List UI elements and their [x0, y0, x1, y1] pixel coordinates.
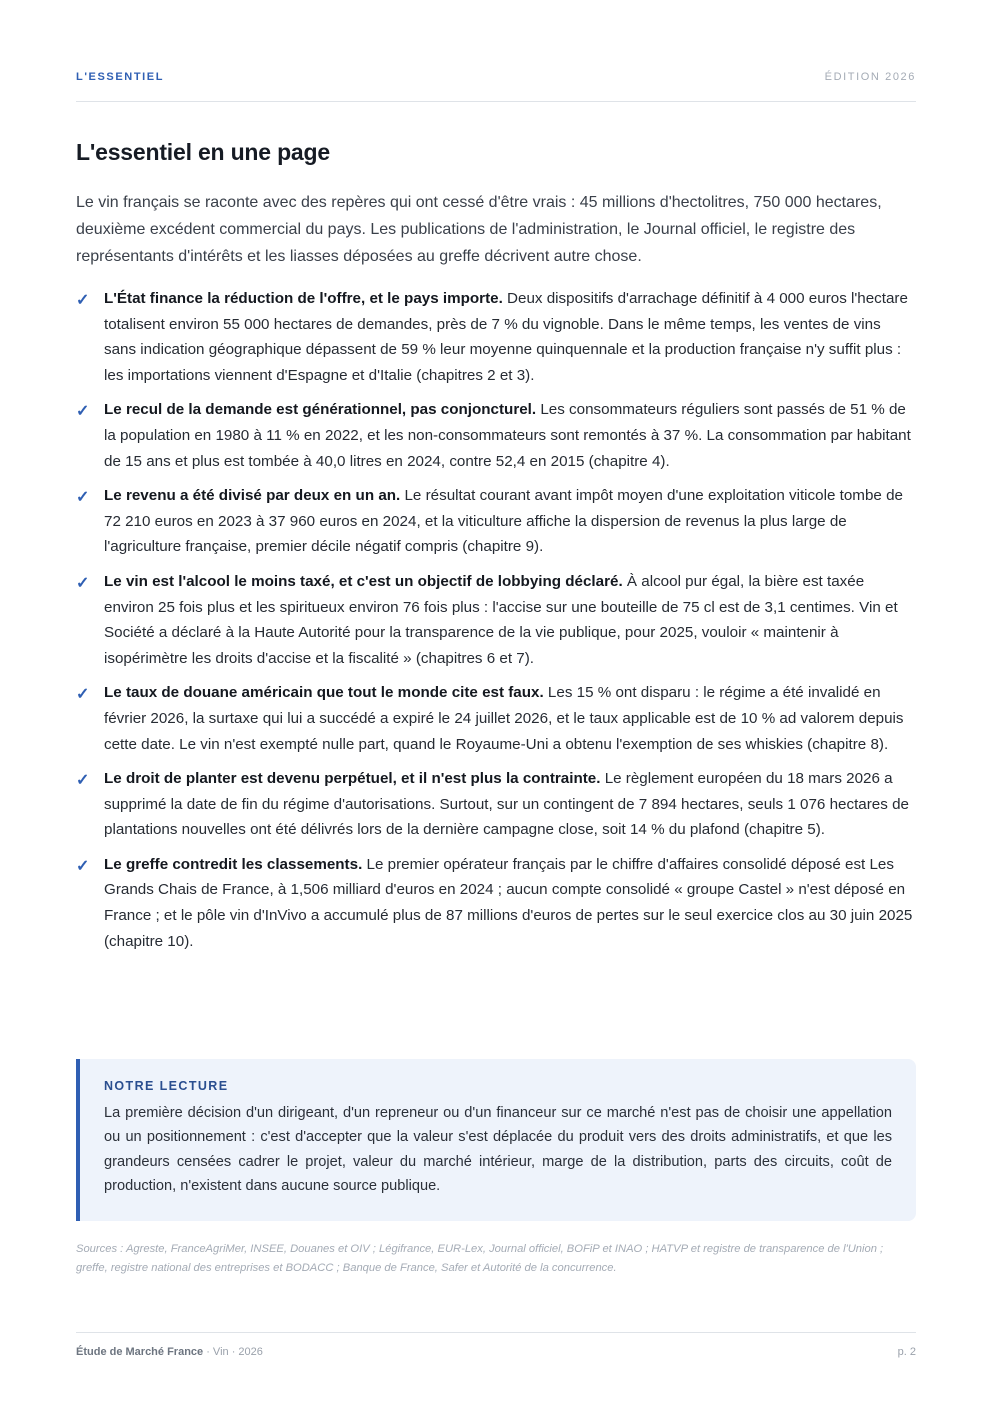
key-point	[76, 569, 916, 671]
key-point-lead: Le taux de douane américain que tout le monde cite est faux.	[104, 684, 544, 702]
check-icon: ✓	[76, 772, 90, 790]
page	[76, 0, 916, 1404]
edition-label: ÉDITION 2026	[824, 71, 916, 83]
publication-title: Étude de Marché France	[76, 1346, 204, 1358]
key-point-text: Les 15 % ont disparu : le régime a été invalidé en février 2026, la surtaxe qui lui a succédé a expiré le 24 juillet 2026, et le taux applicable est de 10 % ad valorem depuis cette date. Le vin n'est exempté nulle part, quand le Royaume-Uni a obtenu l'exemption de ses whiskies (chapitre 8).	[104, 684, 904, 753]
reading-callout	[76, 1059, 916, 1221]
key-point-lead: Le revenu a été divisé par deux en un an.	[104, 487, 401, 505]
check-icon: ✓	[76, 489, 90, 507]
key-point-text: Le résultat courant avant impôt moyen d'une exploitation viticole tombe de 72 210 euros en 2023 à 37 960 euros en 2024, et la viticulture affiche la dispersion de revenus la plus large de l'agriculture française, premier décile négatif compris (chapitre 9).	[104, 487, 903, 556]
key-point-lead: Le recul de la demande est générationnel, pas conjoncturel.	[104, 401, 537, 419]
key-point	[76, 766, 916, 843]
key-point	[76, 397, 916, 474]
key-point-lead: L'État finance la réduction de l'offre, et le pays importe.	[104, 290, 503, 307]
key-point	[76, 286, 916, 388]
footer-publication	[76, 1346, 263, 1358]
key-point-text: À alcool pur égal, la bière est taxée environ 25 fois plus et les spiritueux environ 76 fois plus : l'accise sur une bouteille de 75 cl est de 3,1 centimes. Vin et Société a déclaré à la Haute Autorité pour la transparence de la vie publique, pour 2025, vouloir « maintenir à isopérimètre les droits d'accise et la fiscalité » (chapitres 6 et 7).	[104, 572, 898, 667]
page-title: L'essentiel en une page	[76, 139, 330, 165]
running-header	[76, 71, 916, 102]
key-point	[76, 483, 916, 560]
check-icon: ✓	[76, 292, 90, 309]
key-point-text: Les consommateurs réguliers sont passés de 51 % de la population en 1980 à 11 % en 2022, et les non-consommateurs sont remontés à 37 %. La consommation par habitant de 15 ans et plus est tombée à 40,0 litres en 2024, contre 52,4 en 2015 (chapitre 4).	[104, 401, 911, 470]
key-point-text: Deux dispositifs d'arrachage définitif à 4 000 euros l'hectare totalisent environ 55 000 hectares de demandes, près de 7 % du vignoble. Dans le même temps, les ventes de vins sans indication géographique dépassent de 59 % leur moyenne quinquennale et la production française n'y suffit plus : les importations viennent d'Espagne et d'Italie (chapitres 2 et 3).	[104, 290, 908, 384]
callout-title: NOTRE LECTURE	[104, 1079, 229, 1093]
publication-meta: · Vin · 2026	[203, 1346, 263, 1358]
key-point-lead: Le vin est l'alcool le moins taxé, et c'est un objectif de lobbying déclaré.	[104, 572, 623, 590]
sources-note: Sources : Agreste, FranceAgriMer, INSEE, Douanes et OIV ; Légifrance, EUR-Lex, Journal officiel, BOFiP et INAO ; HATVP et registre de transparence de l'Union ; greffe, registre national des entreprises et BODACC ; Banque de France, Safer et Autorité de la concurrence.	[76, 1243, 884, 1275]
check-icon: ✓	[76, 574, 90, 592]
key-point-text: Le règlement européen du 18 mars 2026 a supprimé la date de fin du régime d'autorisations. Surtout, sur un contingent de 7 894 hectares, seuls 1 076 hectares de plantations nouvelles ont été délivrés lors de la dernière campagne close, soit 14 % du plafond (chapitre 5).	[104, 770, 909, 839]
section-label: L'ESSENTIEL	[76, 71, 165, 83]
callout-text: La première décision d'un dirigeant, d'un repreneur ou d'un financeur sur ce marché n'est pas de choisir une appellation ou un positionnement : c'est d'accepter que la valeur s'est déplacée du produit vers des droits administratifs, et que les grandeurs censées cadrer le projet, valeur du marché intérieur, marge de la distribution, parts des circuits, coût de production, n'existent dans aucune source publique.	[104, 1105, 892, 1195]
check-icon: ✓	[76, 686, 90, 704]
key-point-lead: Le greffe contredit les classements.	[104, 855, 363, 873]
page-number: p. 2	[897, 1346, 916, 1358]
intro-paragraph: Le vin français se raconte avec des repères qui ont cessé d'être vrais : 45 millions d'hectolitres, 750 000 hectares, deuxième excédent commercial du pays. Les publications de l'administration, le Journal officiel, le registre des représentants d'intérêts et les liasses déposées au greffe décrivent autre chose.	[76, 194, 882, 265]
key-point	[76, 852, 916, 954]
key-point	[76, 680, 916, 757]
check-icon: ✓	[76, 857, 90, 875]
key-point-lead: Le droit de planter est devenu perpétuel, et il n'est plus la contrainte.	[104, 770, 601, 788]
key-points-list	[76, 286, 916, 963]
check-icon: ✓	[76, 403, 90, 421]
key-point-text: Le premier opérateur français par le chiffre d'affaires consolidé déposé est Les Grands Chais de France, à 1,506 milliard d'euros en 2024 ; aucun compte consolidé « groupe Castel » n'est déposé en France ; et le pôle vin d'InVivo a accumulé plus de 87 millions d'euros de pertes sur le seul exercice clos au 30 juin 2025 (chapitre 10).	[104, 855, 913, 950]
page-footer	[76, 1332, 916, 1358]
